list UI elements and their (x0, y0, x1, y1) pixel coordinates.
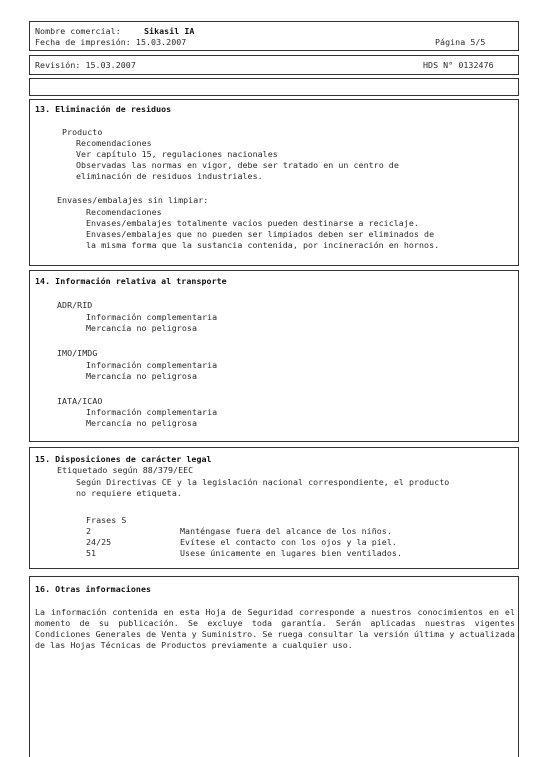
s15-line-2: no requiere etiqueta. (76, 488, 182, 498)
section-15-title: 15. Disposiciones de carácter legal (35, 454, 212, 464)
iata-icao-label: IATA/ICAO (57, 396, 103, 406)
iata-mercancia: Mercancía no peligrosa (86, 418, 197, 428)
section-16-title: 16. Otras informaciones (35, 584, 152, 594)
phrase-code: 2 (86, 526, 92, 536)
iata-info: Información complementaria (86, 407, 218, 417)
s13-line-1: Ver capítulo 15, regulaciones nacionales (76, 149, 278, 159)
phrase-text: Usese únicamente en lugares bien ventilados. (180, 548, 402, 558)
revision-date: Revisión: 15.03.2007 (35, 60, 136, 70)
section-14 (29, 270, 519, 442)
section-15 (29, 447, 519, 569)
imo-info: Información complementaria (86, 360, 218, 370)
s15-line-1: Según Directivas CE y la legislación nacional correspondiente, el producto (76, 477, 450, 487)
recomendaciones-1: Recomendaciones (76, 138, 152, 148)
etiquetado-label: Etiquetado según 88/379/EEC (57, 465, 194, 475)
phrase-code: 51 (86, 548, 97, 558)
imo-mercancia: Mercancía no peligrosa (86, 371, 197, 381)
producto-label: Producto (62, 127, 103, 137)
s13-line-2: Observadas las normas en vigor, debe ser tratado en un centro de (76, 160, 399, 170)
s13-line-6: la misma forma que la sustancia contenida, por incineración en hornos. (86, 240, 440, 250)
imo-imdg-label: IMO/IMDG (57, 348, 98, 358)
section-13 (29, 99, 519, 266)
s13-line-4: Envases/embalajes totalmente vacíos pueden destinarse a reciclaje. (86, 218, 419, 228)
fecha-impresion: Fecha de impresión: 15.03.2007 (35, 37, 187, 47)
s13-line-5: Envases/embalajes que no pueden ser limpiados deben ser eliminados de (86, 229, 435, 239)
section-13-title: 13. Eliminación de residuos (35, 104, 172, 114)
nombre-label: Nombre comercial: (35, 26, 121, 36)
section-16 (29, 576, 519, 757)
envases-label: Envases/embalajes sin limpiar: (57, 195, 209, 205)
recomendaciones-2: Recomendaciones (86, 207, 162, 217)
phrase-text: Evítese el contacto con los ojos y la piel. (180, 537, 397, 547)
revision-box (29, 55, 519, 75)
frases-s-label: Frases S (86, 515, 127, 525)
hds-number: HDS N° 0132476 (423, 60, 494, 70)
spacer-box (29, 78, 519, 96)
phrase-code: 24/25 (86, 537, 112, 547)
page-number: Página 5/5 (435, 37, 486, 47)
s13-line-3: eliminación de residuos industriales. (76, 171, 263, 181)
adr-info: Información complementaria (86, 312, 218, 322)
header-box (29, 21, 519, 51)
adr-mercancia: Mercancía no peligrosa (86, 323, 197, 333)
nombre-value: Sikasil IA (144, 26, 195, 36)
s16-paragraph: La información contenida en esta Hoja de Seguridad corresponde a nuestros conocimientos en el momento de su publicación. Se excluye toda garantía. Serán aplicadas nuestras vigentes Condiciones Generales de Venta y Suministro. Se ruega consultar la versión última y actualizada de las Hojas Técnicas de Productos previamente a cualquier uso. (35, 607, 515, 650)
phrase-text: Manténgase fuera del alcance de los niños. (180, 526, 392, 536)
section-14-title: 14. Información relativa al transporte (35, 276, 227, 286)
adr-rid-label: ADR/RID (57, 300, 93, 310)
